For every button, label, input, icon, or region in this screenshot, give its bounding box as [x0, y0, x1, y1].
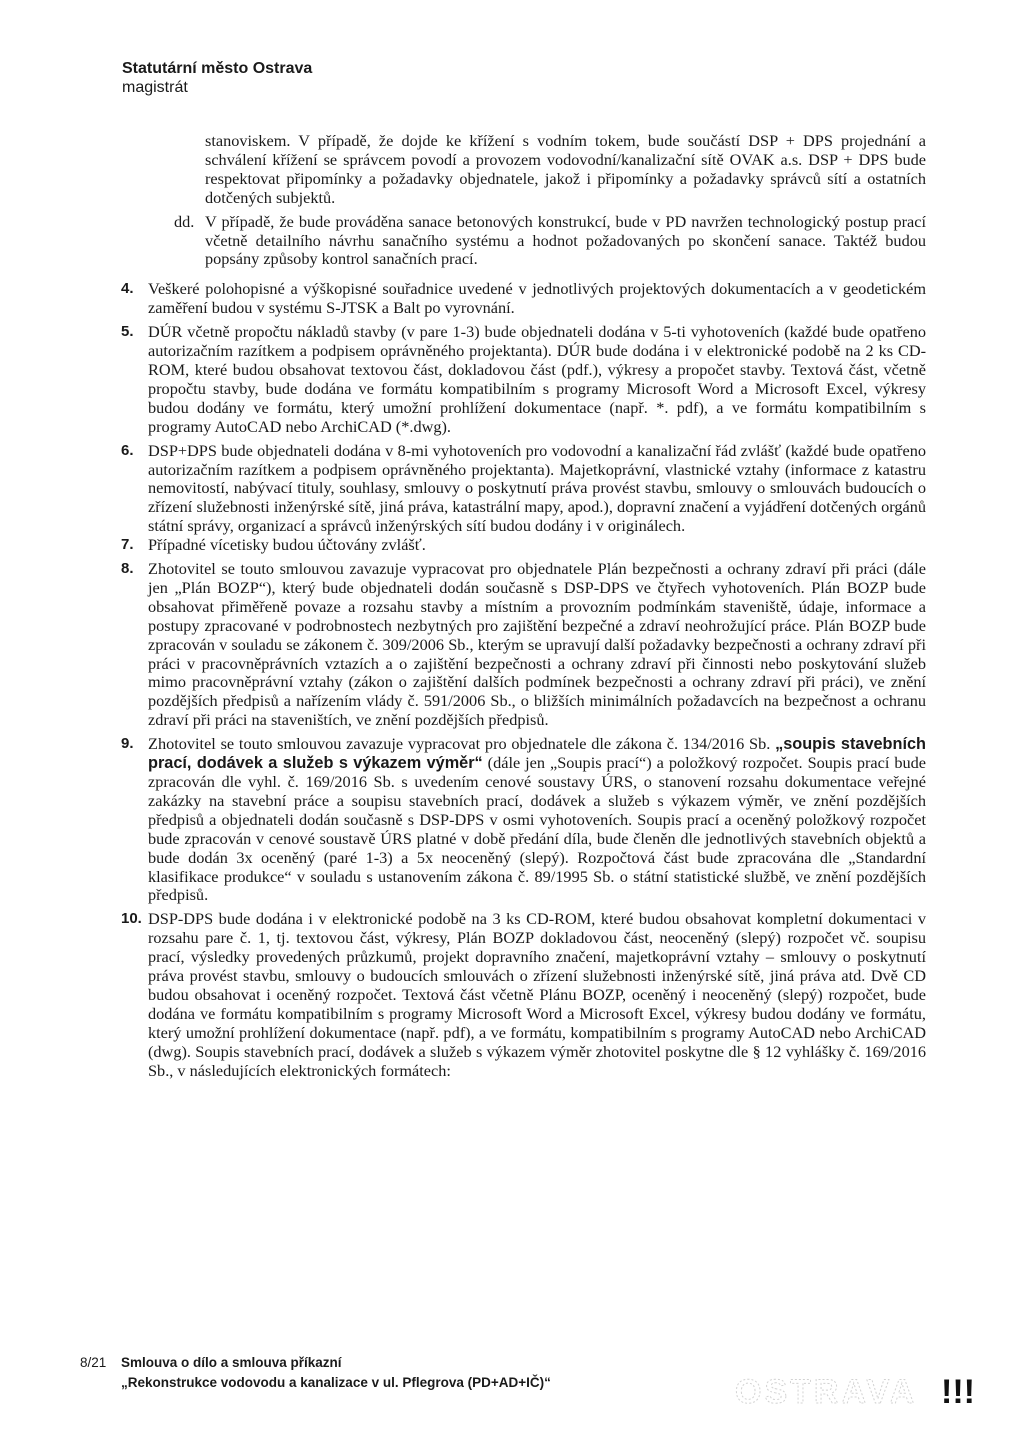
list-item-4 [121, 279, 926, 318]
list-item-8 [121, 559, 926, 730]
item-text: DÚR včetně propočtu nákladů stavby (v pare 1-3) bude objednateli dodána v 5-ti vyhotoveních (každé bude opatřeno autorizačním razítkem a podpisem oprávněného projektanta). DÚR bude dodána i v elektronické podobě na 2 ks CD-ROM, které budou obsahovat textovou část, dokladovou část (pdf.), výkresy a propočet stavby. Textová část, včetně propočtu stavby, bude dodána ve formátu kompatibilním s programy Microsoft Word a Microsoft Excel, výkresy budou dodány ve formátu, který umožní prohlížení dokumentace (např. *. pdf), a ve formátu kompatibilním s programy AutoCAD nebo ArchiCAD (*.dwg). [148, 322, 926, 436]
item-number: 10. [121, 910, 142, 928]
list-item-5 [121, 322, 926, 436]
continued-paragraph: stanoviskem. V případě, že dojde ke křížení s vodním tokem, bude součástí DSP + DPS projednání a schválení křížení se správcem povodí a provozem vodovodní/kanalizační sítě OVAK a.s. DSP + DPS bude respektovat připomínky a požadavky objednatele, jakož i připomínky a požadavky správců sítí a ostatních dotčených subjektů. [205, 131, 926, 207]
item-text: Zhotovitel se touto smlouvou zavazuje vypracovat pro objednatele Plán bezpečnosti a ochrany zdraví při práci (dále jen „Plán BOZP“), který bude objednateli dodán současně s DSP-DPS ve čtyřech vyhotoveních. Plán BOZP bude obsahovat přiměřeně povaze a rozsahu stavby a místním a provozním podmínkám staveniště, údaje, informace a postupy zpracované v podrobnostech nezbytných pro zajištění bezpečné a zdraví neohrožující práce. Plán BOZP bude zpracován v souladu se zákonem č. 309/2006 Sb., kterým se upravují další požadavky bezpečnosti a ochrany zdraví při práci v pracovněprávních vztazích a o zajištění bezpečnosti a ochrany zdraví při činnosti nebo poskytování služeb mimo pracovněprávní vztahy (zákon o zajištění dalších podmínek bezpečnosti a ochrany zdraví při práci), ve znění pozdějších předpisů a nařízením vlády č. 591/2006 Sb., o bližších minimálních požadavcích na bezpečnost a ochranu zdraví při práci na staveništích, ve znění pozdějších předpisů. [148, 559, 926, 730]
item-number: 6. [121, 441, 134, 459]
item-text: DSP+DPS bude objednateli dodána v 8-mi vyhotoveních pro vodovodní a kanalizační řád zvlášť (každé bude opatřeno autorizačním razítkem a podpisem oprávněného projektanta). Majetkoprávní, vlastnické vztahy (informace z katastru nemovitostí, nabývací tituly, souhlasy, smlouvy o poskytnutí práva provést stavbu, smlouvy o smlouvách budoucích o zřízení služebnosti inženýrské sítě, jiná práva, katastrální mapy, apod.), dopravní značení a vyjádření dotčených orgánů státní správy, organizací a správců inženýrských sítí budou dodány i v originálech. [148, 440, 926, 536]
ostrava-logo-icon [735, 1367, 985, 1411]
list-item-6 [121, 440, 926, 537]
item-text: DSP-DPS bude dodána i v elektronické podobě na 3 ks CD-ROM, které budou obsahovat kompletní dokumentaci v rozsahu pare č. 1, tj. textovou část, výkresy, Plán BOZP dokladovou část, neoceněný (slepý) rozpočet vč. soupisu prací, výsledky provedených průzkumů, projekt dopravního značení, majetkoprávní vztahy – smlouvy o poskytnutí práva provést stavbu, smlouvy o budoucích smlouvách o zřízení služebnosti inženýrské sítě, jiná práva atd. Dvě CD budou obsahovat i oceněný rozpočet. Textová část včetně Plánu BOZP, oceněný i neoceněný (slepý) rozpočet, bude dodána ve formátu kompatibilním s programy Microsoft Word a Microsoft Excel, výkresy budou dodány ve formátu, který umožní prohlížení dokumentace (např. pdf), a ve formátu, kompatibilním s programy AutoCAD nebo ArchiCAD (dwg). Soupis stavebních prací, dodávek a služeb s výkazem výměr zhotovitel poskytne dle § 12 vyhlášky č. 169/2016 Sb., v následujících elektronických formátech: [148, 909, 926, 1080]
item-number: 5. [121, 323, 134, 341]
list-item-10 [121, 909, 926, 1080]
item-number: 9. [121, 735, 134, 753]
item-text: Veškeré polohopisné a výškopisné souřadnice uvedené v jednotlivých projektových dokumentacích a v geodetickém zaměření budou v systému S-JTSK a Balt po vyrovnání. [148, 279, 926, 318]
item-text: Případné vícetisky budou účtovány zvlášť. [148, 535, 426, 555]
item-number: 4. [121, 280, 134, 298]
contract-title-line-2: „Rekonstrukce vodovodu a kanalizace v ul. Pflegrova (PD+AD+IČ)“ [121, 1375, 551, 1390]
list-item-7 [121, 535, 926, 555]
item-text-before: Zhotovitel se touto smlouvou zavazuje vypracovat pro objednatele dle zákona č. 134/2016 Sb. [148, 734, 776, 754]
item-number: 7. [121, 536, 134, 554]
department-name: magistrát [122, 78, 188, 96]
organization-name: Statutární město Ostrava [122, 60, 313, 77]
logo-exclamation: !!! [941, 1373, 975, 1411]
item-bold-term: „soupis stavebních prací, dodávek a služeb s výkazem výměr“ [148, 735, 926, 773]
item-text-after: (dále jen „Soupis prací“) a položkový rozpočet. Soupis prací bude zpracován dle vyhl. č. 169/2016 Sb. s uvedením cenové soustavy ÚRS, o stanovení rozsahu dokumentace veřejné zakázky na stavební práce a soupisu stavebních prací, dodávek a služeb s výkazem výměr, ve znění pozdějších předpisů a objednateli dodán současně s DSP-DPS v osmi vyhotoveních. Soupis prací a oceněný položkový rozpočet bude zpracován v cenové soustavě ÚRS platné v době předání díla, bude členěn dle jednotlivých stavebních objektů a bude dodán 3x oceněný (paré 1-3) a 5x neoceněný (slepý). Rozpočtová část bude zpracována dle „Standardní klasifikace produkce“ v souladu s ustanovením zákona č. 89/1995 Sb. o státní statistické službě, ve znění pozdějších předpisů. [148, 753, 926, 905]
contract-title [121, 1353, 551, 1393]
subitem-label: dd. [174, 211, 195, 231]
page-number: 8/21 [80, 1355, 107, 1370]
list-item-9 [121, 734, 926, 905]
subitem-text: V případě, že bude prováděna sanace betonových konstrukcí, bude v PD navržen technologický postup prací včetně detailního návrhu sanačního systému a hodnot požadovaných po skončení sanace. Taktéž budou popsány způsoby kontrol sanačních prací. [205, 211, 926, 269]
document-body [121, 131, 926, 1081]
page-header [122, 60, 312, 98]
item-number: 8. [121, 560, 134, 578]
subitem-dd [148, 213, 926, 270]
logo-text: OSTRAVA [735, 1373, 918, 1411]
contract-title-line-1: Smlouva o dílo a smlouva příkazní [121, 1355, 342, 1370]
